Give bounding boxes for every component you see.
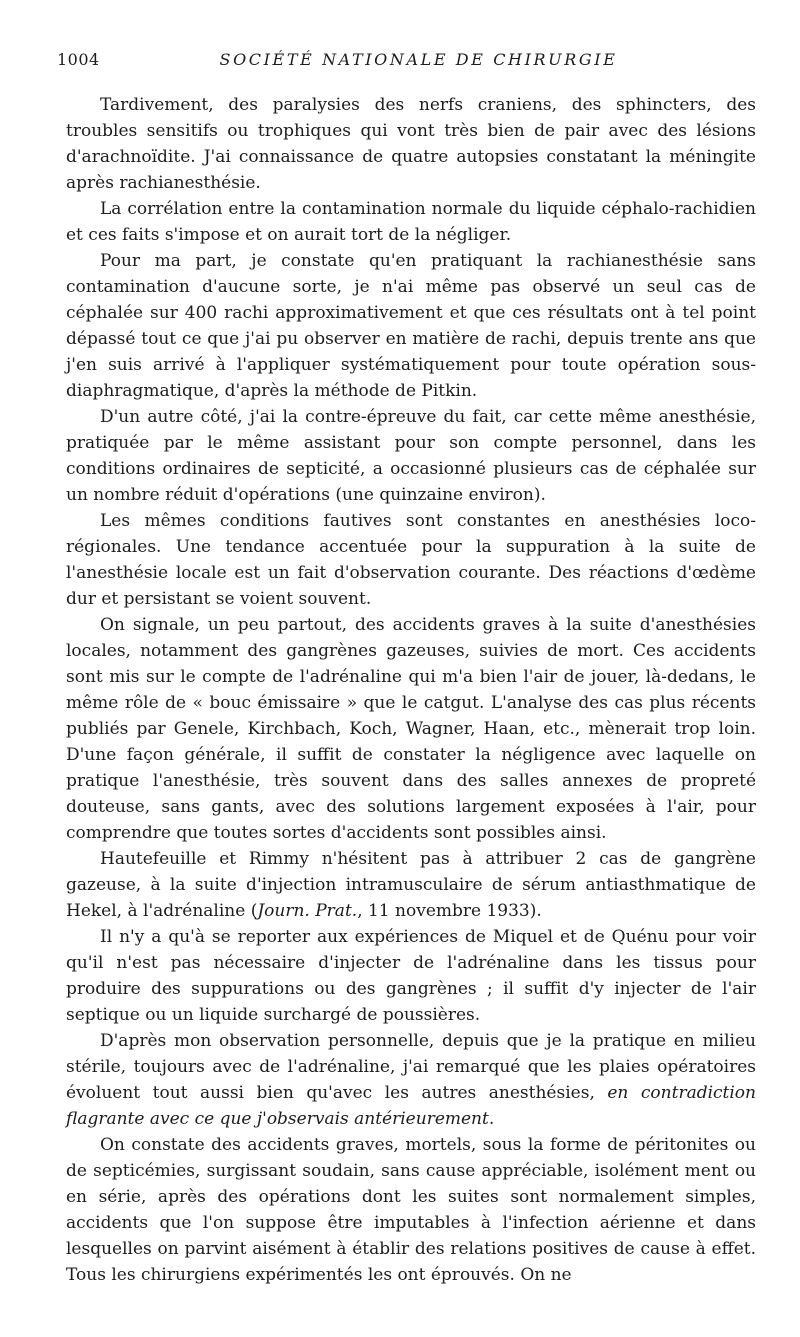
paragraph-text: . [488, 1109, 495, 1129]
paragraph-text: D'après mon observation personnelle, depuis que je la pratique en milieu stérile, toujours avec de l'adrénaline, j'ai remarqué que les plaies opératoires évoluent tout aussi bien qu'avec les autres anesthésies, [66, 1031, 756, 1103]
paragraph: La corrélation entre la contamination normale du liquide céphalo-rachidien et ces faits s'impose et on aurait tort de la négliger. [66, 199, 756, 245]
paragraph: Pour ma part, je constate qu'en pratiquant la rachianesthésie sans contamination d'aucune sorte, je n'ai même pas observé un seul cas de céphalée sur 400 rachi approximativement et que ces résultats ont à tel point dépassé tout ce que j'ai pu observer en matière de rachi, depuis trente ans que j'en suis arrivé à l'appliquer systématiquement pour toute opération sous-diaphragmatique, d'après la méthode de Pitkin. [66, 251, 756, 401]
paragraph-text: Hautefeuille et Rimmy n'hésitent pas à attribuer 2 cas de gangrène gazeuse, à la suite d'injection intramusculaire de sérum antiasthmatique de Hekel, à l'adrénaline ( [66, 849, 756, 921]
paragraph: D'un autre côté, j'ai la contre-épreuve du fait, car cette même anesthésie, pratiquée par le même assistant pour son compte personnel, dans les conditions ordinaires de septicité, a occasionné plusieurs cas de céphalée sur un nombre réduit d'opérations (une quinzaine environ). [66, 407, 756, 505]
paragraph: Les mêmes conditions fautives sont constantes en anesthésies loco-régionales. Une tendance accentuée pour la suppuration à la suite de l'anesthésie locale est un fait d'observation courante. Des réactions d'œdème dur et persistant se voient souvent. [66, 511, 756, 609]
paragraph-text: , 11 novembre 1933). [357, 901, 542, 921]
paragraph [66, 846, 756, 924]
running-title: SOCIÉTÉ NATIONALE DE CHIRURGIE [219, 50, 618, 69]
paragraph: Tardivement, des paralysies des nerfs craniens, des sphincters, des troubles sensitifs ou trophiques qui vont très bien de pair avec des lésions d'arachnoïdite. J'ai connaissance de quatre autopsies constatant la méningite après rachianesthésie. [66, 95, 756, 193]
page-number: 1004 [57, 50, 100, 69]
paragraph [66, 1028, 756, 1132]
body-text [66, 92, 756, 1288]
paragraph: On signale, un peu partout, des accidents graves à la suite d'anesthésies locales, notamment des gangrènes gazeuses, suivies de mort. Ces accidents sont mis sur le compte de l'adrénaline qui m'a bien l'air de jouer, là-dedans, le même rôle de « bouc émissaire » que le catgut. L'analyse des cas plus récents publiés par Genele, Kirchbach, Koch, Wagner, Haan, etc., mènerait trop loin. D'une façon générale, il suffit de constater la négligence avec laquelle on pratique l'anesthésie, très souvent dans des salles annexes de propreté douteuse, sans gants, avec des solutions largement exposées à l'air, pour comprendre que toutes sortes d'accidents sont possibles ainsi. [66, 615, 756, 843]
paragraph: Il n'y a qu'à se reporter aux expériences de Miquel et de Quénu pour voir qu'il n'est pas nécessaire d'injecter de l'adrénaline dans les tissus pour produire des suppurations ou des gangrènes ; il suffit d'y injecter de l'air septique ou un liquide surchargé de poussières. [66, 927, 756, 1025]
page-header [57, 50, 740, 74]
paragraph: On constate des accidents graves, mortels, sous la forme de péritonites ou de septicémies, surgissant soudain, sans cause appréciable, isolément ment ou en série, après des opérations dont les suites sont normalement simples, accidents que l'on suppose être imputables à l'infection aérienne et dans lesquelles on parvint aisément à établir des relations positives de cause à effet. Tous les chirurgiens expérimentés les ont éprouvés. On ne [66, 1135, 756, 1285]
emphasized-text: en contradiction flagrante avec ce que j'observais antérieurement [66, 1083, 756, 1129]
journal-citation: Journ. Prat. [257, 901, 358, 921]
